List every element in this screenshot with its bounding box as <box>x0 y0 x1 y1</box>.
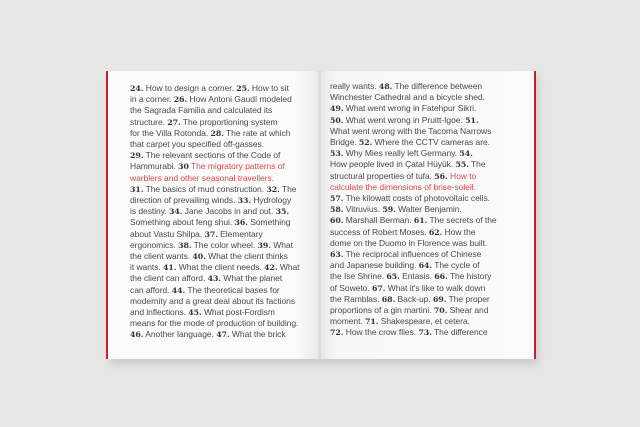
item-number: 50. <box>330 115 344 125</box>
body-text: is destiny. <box>130 206 169 217</box>
body-text: Back-up. <box>395 293 433 304</box>
text-line <box>330 103 520 114</box>
item-number: 31. <box>130 184 144 194</box>
body-text: ergonomics. <box>130 239 179 250</box>
body-text: What post-Fordism <box>201 307 275 318</box>
body-text: How to sit <box>249 83 289 93</box>
body-text: The reciprocal influences of Chinese <box>343 249 482 260</box>
item-number: 60. <box>330 216 344 226</box>
item-number: 62. <box>428 227 443 237</box>
body-text: Why Mies really left Germany. <box>343 148 460 159</box>
item-number: 68. <box>381 294 396 304</box>
item-number: 38. <box>178 240 192 250</box>
text-line <box>130 296 310 307</box>
body-text: structural properties of tufa. <box>330 170 435 181</box>
text-line <box>330 316 520 327</box>
body-text: What the client thinks <box>205 251 288 262</box>
item-number: 37. <box>204 229 218 239</box>
item-number: 55. <box>455 160 469 170</box>
text-line <box>130 285 310 296</box>
item-number: 63. <box>330 250 344 260</box>
text-line <box>130 128 310 139</box>
body-text: and Japanese building. <box>330 260 419 271</box>
body-text: Hammurabi. <box>130 161 179 172</box>
item-number: 34. <box>168 207 183 217</box>
item-number: 30 <box>178 162 189 172</box>
body-text: that carpet you specified off-gasses. <box>130 139 265 150</box>
body-text: How the crow flies. <box>343 327 419 338</box>
text-line <box>130 195 310 206</box>
item-number: 36. <box>234 218 248 228</box>
item-number: 70. <box>433 306 448 316</box>
left-page-text <box>130 83 310 341</box>
body-text: the Ramblas. <box>330 293 382 304</box>
text-line <box>130 139 310 150</box>
text-line <box>330 327 520 338</box>
body-text: in a corner. <box>130 94 174 105</box>
body-text: Walter Benjamin. <box>395 204 462 215</box>
item-number: 39. <box>257 240 271 250</box>
text-line <box>130 217 310 228</box>
item-number: 40. <box>192 252 206 262</box>
item-number: 33. <box>237 196 252 206</box>
text-line <box>130 117 310 128</box>
body-text: Marshall Berman. <box>343 215 414 226</box>
item-number: 67. <box>371 283 386 293</box>
body-text: The difference between <box>392 81 483 91</box>
text-line <box>330 115 520 126</box>
text-line <box>330 171 520 182</box>
item-number: 65. <box>386 272 400 282</box>
item-number: 57. <box>330 194 344 204</box>
body-text: proportions of a gin martini. <box>330 305 434 316</box>
text-line <box>130 273 310 284</box>
item-number: 44. <box>171 285 186 295</box>
text-line <box>330 92 520 103</box>
body-text: The <box>468 159 486 170</box>
text-line <box>330 283 520 294</box>
body-text: What <box>270 239 293 250</box>
item-number: 51. <box>465 115 479 125</box>
item-number: 25. <box>236 84 250 93</box>
text-line <box>330 182 520 193</box>
body-text: the client can afford. <box>130 273 208 284</box>
text-line <box>330 193 520 204</box>
body-text: Where the CCTV cameras are. <box>372 137 490 148</box>
text-line <box>330 159 520 170</box>
text-line <box>330 238 520 249</box>
body-text: moment. <box>330 316 366 327</box>
item-number: 42. <box>264 263 278 273</box>
body-text: The cycle of <box>432 260 480 271</box>
body-text: can afford. <box>130 284 172 295</box>
text-line <box>330 260 520 271</box>
body-text: modernity and a great deal about its factions <box>130 295 296 306</box>
text-line <box>130 94 310 105</box>
text-line <box>130 173 310 184</box>
body-text: really wants. <box>330 81 379 91</box>
item-number: 46. <box>130 330 144 340</box>
body-text: The theoretical bases for <box>185 284 280 295</box>
text-line <box>130 206 310 217</box>
body-text: Jane Jacobs in and out. <box>182 206 276 217</box>
body-text: The difference <box>431 327 488 338</box>
text-line <box>330 204 520 215</box>
body-text: The color wheel. <box>191 239 258 250</box>
body-text: Something about feng shui. <box>130 217 235 228</box>
body-text: the Ise Shrine. <box>330 271 387 282</box>
body-text: What the client needs. <box>176 262 265 273</box>
item-number: 24. <box>130 84 144 93</box>
body-text: What it's like to walk down <box>385 282 486 293</box>
body-text: and inflections. <box>130 307 189 318</box>
body-text: Something <box>247 217 291 228</box>
right-page <box>320 71 536 359</box>
item-number: 26. <box>173 95 188 105</box>
text-line <box>130 83 310 94</box>
item-number: 58. <box>330 205 344 215</box>
text-line <box>130 307 310 318</box>
body-text: The kilowatt costs of photovoltaic cells. <box>343 193 490 204</box>
text-line <box>130 240 310 251</box>
text-line <box>330 148 520 159</box>
body-text: What went wrong in Fatehpur Sikri. <box>343 103 477 114</box>
item-number: 73. <box>418 328 432 338</box>
body-text: The <box>279 183 297 194</box>
body-text: The relevant sections of the Code of <box>143 150 281 161</box>
body-text: The proper <box>446 293 490 304</box>
body-text: What the planet <box>221 273 283 284</box>
body-text: it wants. <box>130 262 164 273</box>
item-number: 41. <box>163 263 177 273</box>
item-number: 27. <box>167 117 181 127</box>
body-text: about Vastu Shilpa. <box>130 228 205 239</box>
body-text: The proportioning system <box>180 116 278 127</box>
body-text: Vitruvius. <box>343 204 383 215</box>
body-text: The basics of mud construction. <box>143 183 267 194</box>
body-text: direction of prevailing winds. <box>130 195 238 206</box>
left-page <box>106 71 320 359</box>
body-text: Shakespeare, et cetera. <box>378 316 470 327</box>
item-number: 35. <box>275 207 290 217</box>
item-number: 28. <box>210 128 224 138</box>
body-text: Another language. <box>143 329 217 340</box>
item-number: 59. <box>382 205 396 215</box>
body-text: The secrets of the <box>427 215 497 226</box>
body-text: Elementary <box>217 228 263 239</box>
text-line <box>330 271 520 282</box>
text-line <box>130 184 310 195</box>
body-text: What <box>277 262 300 273</box>
body-text: Hydrology <box>251 195 292 206</box>
text-line <box>130 150 310 161</box>
item-number: 49. <box>330 104 344 114</box>
item-number: 71. <box>365 317 379 327</box>
body-text: How people lived in Çatal Hüyük. <box>330 159 456 170</box>
body-text: How Antoni Gaudí modeled <box>187 94 292 105</box>
text-line <box>330 81 520 92</box>
item-number: 72. <box>330 328 344 338</box>
text-line <box>130 318 310 329</box>
item-number: 56. <box>434 171 448 181</box>
highlighted-text: How to <box>447 170 477 181</box>
text-line <box>330 227 520 238</box>
body-text: Bridge. <box>330 137 359 148</box>
highlighted-text: warblers and other seasonal travellers. <box>130 172 275 183</box>
body-text: of Soweto. <box>330 282 372 293</box>
text-line <box>330 305 520 316</box>
text-line <box>330 137 520 148</box>
body-text: success of Robert Moses. <box>330 226 429 237</box>
text-line <box>330 126 520 137</box>
body-text: What went wrong with the Tacoma Narrows <box>330 125 492 136</box>
text-line <box>130 262 310 273</box>
body-text: means for the mode of production of building. <box>130 318 299 329</box>
text-line <box>330 215 520 226</box>
right-page-text <box>330 81 520 339</box>
item-number: 32. <box>266 184 280 194</box>
text-line <box>130 251 310 262</box>
body-text: dome on the Duomo in Florence was built. <box>330 237 488 248</box>
item-number: 52. <box>358 138 373 148</box>
item-number: 43. <box>207 274 222 284</box>
body-text: Winchester Cathedral and a bicycle shed. <box>330 92 485 103</box>
item-number: 61. <box>413 216 428 226</box>
item-number: 54. <box>459 149 473 159</box>
body-text: What went wrong in Pruitt-Igoe. <box>343 114 466 125</box>
book-spine <box>318 71 321 359</box>
text-line <box>130 329 310 340</box>
body-text: What the brick <box>229 329 286 340</box>
item-number: 47. <box>216 330 230 340</box>
body-text: The history <box>447 271 492 282</box>
body-text: the Sagrada Familia and calculated its <box>130 105 273 116</box>
text-line <box>130 229 310 240</box>
item-number: 29. <box>130 151 144 161</box>
body-text: Entasis. <box>399 271 435 282</box>
highlighted-text: calculate the dimensions of brise-soleil. <box>330 181 476 192</box>
item-number: 53. <box>330 149 344 159</box>
text-line <box>330 294 520 305</box>
item-number: 64. <box>418 261 433 271</box>
item-number: 66. <box>434 272 448 282</box>
highlighted-text: The migratory patterns of <box>188 161 285 172</box>
body-text: structure. <box>130 116 168 127</box>
body-text: Shear and <box>447 305 489 316</box>
item-number: 69. <box>433 294 447 304</box>
item-number: 45. <box>188 308 202 318</box>
item-number: 48. <box>378 82 393 91</box>
text-line <box>130 105 310 116</box>
body-text: for the Villa Rotonda. <box>130 127 211 138</box>
text-line <box>130 161 310 172</box>
body-text: The rate at which <box>223 127 291 138</box>
body-text: How to design a corner. <box>143 83 237 93</box>
text-line <box>330 249 520 260</box>
open-booklet <box>106 71 536 359</box>
body-text: the client wants. <box>130 251 193 262</box>
body-text: How the <box>442 226 476 237</box>
